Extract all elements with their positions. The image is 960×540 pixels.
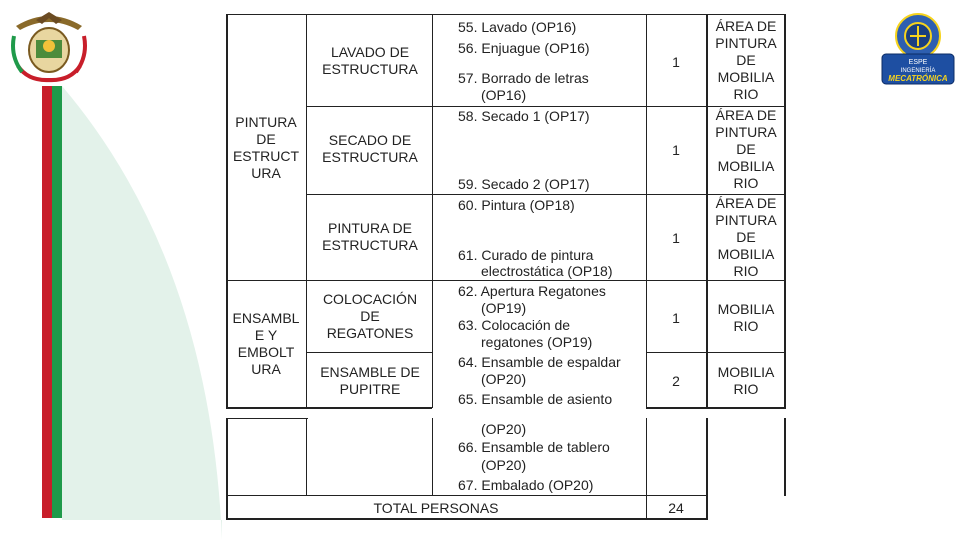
green-band: [52, 86, 62, 518]
person-count: 1: [672, 142, 680, 158]
operation-line: 57. Borrado de letras: [458, 70, 589, 86]
activity-label: COLOCACIÓN DE REGATONES: [322, 291, 418, 341]
operation-line: (OP16): [481, 87, 527, 103]
total-value: 24: [668, 500, 684, 516]
total-label: TOTAL PERSONAS: [373, 500, 499, 516]
area-label: MOBILIA RIO: [717, 301, 775, 334]
person-count: 1: [672, 230, 680, 246]
operation-line: (OP20): [481, 457, 527, 473]
operation-line: 59. Secado 2 (OP17): [458, 176, 590, 192]
operation-line: (OP20): [481, 371, 527, 387]
activity-label: LAVADO DE ESTRUCTURA: [322, 44, 418, 77]
operation-line: 58. Secado 1 (OP17): [458, 108, 590, 124]
operation-line: 60. Pintura (OP18): [458, 197, 575, 213]
operation-line: (OP20): [481, 421, 527, 437]
operation-line: 62. Apertura Regatones: [458, 283, 606, 299]
svg-text:MECATRÓNICA: MECATRÓNICA: [888, 74, 948, 83]
red-band: [42, 86, 52, 518]
mint-panel: [62, 86, 222, 540]
operation-line: 65. Ensamble de asiento: [458, 391, 613, 407]
person-count: 1: [672, 310, 680, 326]
operation-line: 55. Lavado (OP16): [458, 19, 577, 35]
operation-line: electrostática (OP18): [481, 263, 613, 279]
person-count: 1: [672, 54, 680, 70]
process-table: [226, 14, 786, 520]
area-label: MOBILIA RIO: [717, 364, 775, 397]
area-label: ÁREA DE PINTURA DE MOBILIA RIO: [715, 107, 777, 191]
operation-line: 64. Ensamble de espaldar: [458, 354, 621, 370]
operation-line: (OP19): [481, 300, 527, 316]
group-label: ENSAMBL E Y EMBOLT URA: [232, 310, 300, 377]
operation-line: 61. Curado de pintura: [458, 247, 594, 263]
group-label: PINTURA DE ESTRUCT URA: [232, 114, 300, 181]
operation-line: regatones (OP19): [481, 334, 593, 350]
operation-line: 66. Ensamble de tablero: [458, 439, 610, 455]
coat-of-arms-logo: [8, 6, 90, 86]
activity-label: PINTURA DE ESTRUCTURA: [322, 220, 418, 253]
activity-label: ENSAMBLE DE PUPITRE: [320, 364, 420, 397]
area-label: ÁREA DE PINTURA DE MOBILIA RIO: [715, 195, 777, 279]
espe-mecatronica-badge: [880, 6, 956, 86]
person-count: 2: [672, 373, 680, 389]
operation-line: 63. Colocación de: [458, 317, 571, 333]
area-label: ÁREA DE PINTURA DE MOBILIA RIO: [715, 18, 777, 102]
svg-text:ESPE: ESPE: [908, 59, 928, 66]
operation-line: 56. Enjuague (OP16): [458, 40, 590, 56]
svg-text:INGENIERÍA: INGENIERÍA: [900, 68, 936, 74]
operation-line: 67. Embalado (OP20): [458, 477, 594, 493]
activity-label: SECADO DE ESTRUCTURA: [322, 132, 418, 165]
